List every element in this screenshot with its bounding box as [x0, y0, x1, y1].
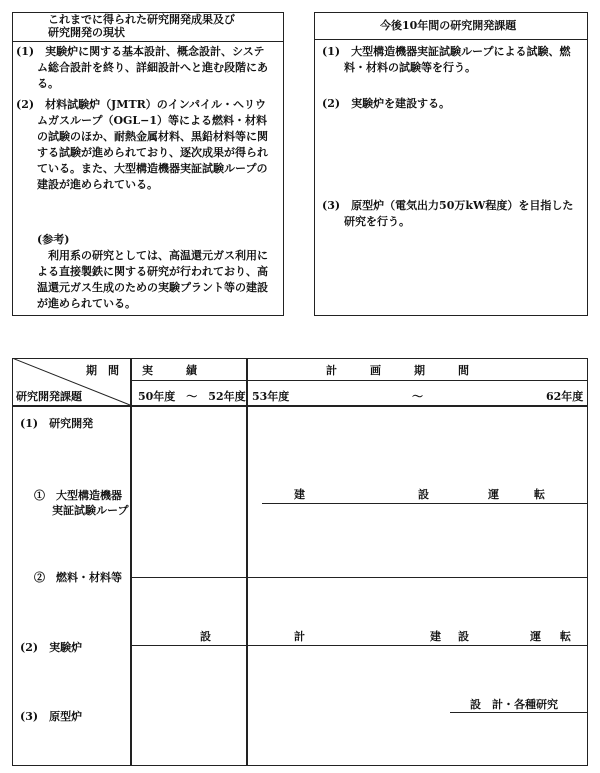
loop-bar-label-3: 運 [488, 488, 499, 501]
left-item2-line-1: (2) 材料試験炉（JMTR）のインパイル・ヘリウ [16, 98, 266, 111]
right-title: 今後10年間の研究開発課題 [380, 19, 517, 32]
right-title-underline [314, 39, 588, 40]
actual-range: 50年度 〜 52年度 [138, 390, 246, 403]
row-sep-fuel-top [130, 577, 588, 578]
row-loop-line-2: 実証試験ループ [52, 504, 129, 517]
row-fuel-material: ② 燃料・材料等 [34, 571, 122, 584]
note-line-3: 温還元ガス生成のための実験プラント等の建設 [37, 281, 268, 294]
left-item2-line-2: ムガスループ（OGL−1）等による燃料・材料 [37, 114, 268, 127]
note-line-4: が進められている。 [37, 297, 136, 310]
left-item1-line-1: (1) 実験炉に関する基本設計、概念設計、システ [16, 45, 265, 58]
reactor-bar-label-1: 設 [200, 630, 211, 643]
reactor-bar-label-6: 転 [560, 630, 571, 643]
col-sep-1 [130, 358, 132, 766]
row-loop-line-1: ① 大型構造機器 [34, 489, 122, 502]
right-item3-line-1: (3) 原型炉（電気出力50万kW程度）を目指した [322, 199, 574, 212]
loop-bar-label-2: 設 [418, 488, 429, 501]
plan-end-year: 62年度 [546, 390, 584, 403]
left-item2-line-6: 建設が進められている。 [37, 178, 158, 191]
left-item2-line-5: ている。また、大型構造機器実証試験ループの [37, 162, 268, 175]
corner-period-label: 期 間 [86, 364, 119, 377]
reactor-bar-label-2: 計 [294, 630, 305, 643]
plan-tilde: 〜 [412, 390, 423, 403]
right-item3-line-2: 研究を行う。 [344, 215, 410, 228]
row-research: (1) 研究開発 [20, 417, 94, 430]
reactor-bar-label-4: 設 [458, 630, 469, 643]
header-sep-2 [12, 405, 588, 407]
row-experimental-reactor: (2) 実験炉 [20, 641, 83, 654]
loop-bar-label-4: 転 [534, 488, 545, 501]
left-item1-line-2: ム総合設計を終り、詳細設計へと進む段階にあ [37, 61, 268, 74]
left-title-underline [12, 41, 284, 42]
left-item2-line-3: の試験のほか、耐熱金属材料、黒鉛材料等に関 [37, 130, 268, 143]
left-title-line-1: これまでに得られた研究開発成果及び [48, 13, 235, 26]
col-plan-header: 計 画 期 間 [326, 364, 469, 377]
col-sep-2 [246, 358, 248, 766]
col-actual-header: 実 績 [142, 364, 197, 377]
left-title-line-2: 研究開発の現状 [48, 26, 125, 39]
left-item2-line-4: する試験が進められており、逐次成果が得られ [37, 146, 268, 159]
left-item1-line-3: る。 [37, 77, 59, 90]
plan-start-year: 53年度 [252, 390, 290, 403]
note-label: (参考) [37, 233, 70, 246]
header-sep-1 [130, 380, 588, 381]
note-line-1: 利用系の研究としては、高温還元ガス利用に [48, 249, 268, 262]
right-item1-line-1: (1) 大型構造機器実証試験ループによる試験、燃 [322, 45, 571, 58]
prototype-bar-label: 設 計・各種研究 [470, 698, 558, 711]
reactor-bar-label-5: 運 [530, 630, 541, 643]
corner-topic-label: 研究開発課題 [16, 390, 82, 403]
loop-schedule-bar [262, 503, 588, 504]
prototype-schedule-bar [450, 712, 588, 713]
row-prototype-reactor: (3) 原型炉 [20, 710, 83, 723]
right-item2: (2) 実験炉を建設する。 [322, 97, 451, 110]
note-line-2: よる直接製鉄に関する研究が行われており、高 [37, 265, 268, 278]
right-item1-line-2: 料・材料の試験等を行う。 [344, 61, 476, 74]
reactor-bar-label-3: 建 [430, 630, 441, 643]
loop-bar-label-1: 建 [294, 488, 305, 501]
row-sep-reactor [130, 645, 588, 646]
